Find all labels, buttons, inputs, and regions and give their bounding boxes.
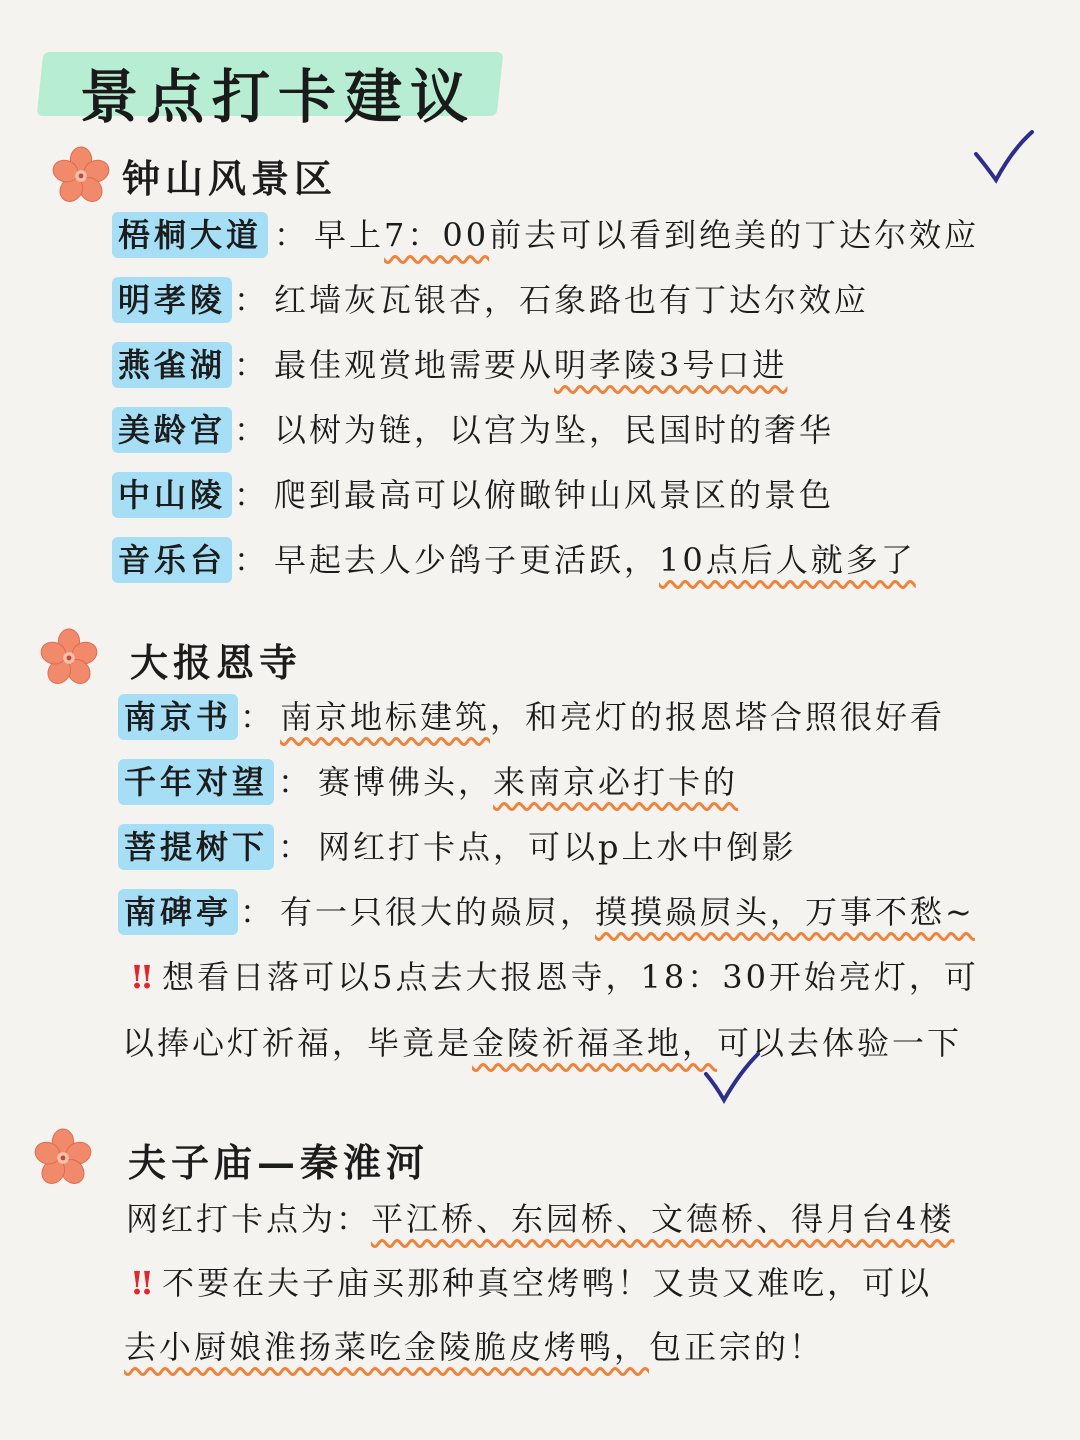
note-line: ‼ 不要在夫子庙买那种真空烤鸭！又贵又难吃，可以 [132,1264,933,1302]
alert-icon: ‼ [132,1264,149,1302]
colon: ： [234,476,267,514]
colon: ： [278,828,311,866]
spot-tag: 中山陵 [112,472,232,518]
spot-tag: 南京书 [118,694,238,740]
spot-desc: 赛博佛头，来南京必打卡的 [318,763,739,801]
note-line: 以捧心灯祈福，毕竟是金陵祈福圣地，可以去体验一下 [122,1024,963,1062]
colon: ： [274,216,307,254]
page-title: 景点打卡建议 [80,63,477,131]
note-line: ‼ 想看日落可以5点去大报恩寺，18：30开始亮灯，可 [132,958,979,996]
section-title: 大报恩寺 [130,640,303,685]
spot-desc: 红墙灰瓦银杏，石象路也有丁达尔效应 [274,281,870,319]
spot-tag: 明孝陵 [112,277,232,323]
spot-tag: 千年对望 [118,759,274,805]
title-banner [40,38,510,131]
colon: ： [234,281,267,319]
note-line: 网红打卡点为：平江桥、东园桥、文德桥、得月台4楼 [126,1200,955,1238]
flower-icon [52,146,110,204]
colon: ： [240,893,273,931]
note-line: 去小厨娘淮扬菜吃金陵脆皮烤鸭，包正宗的！ [124,1328,825,1366]
section-title: 钟山风景区 [122,156,338,201]
alert-icon: ‼ [132,958,149,996]
spot-desc: 以树为链，以宫为坠，民国时的奢华 [274,411,835,449]
spot-desc: 网红打卡点，可以p上水中倒影 [318,828,797,866]
colon: ： [234,411,267,449]
checkmark-icon [972,130,1036,186]
spot-tag: 南碑亭 [118,889,238,935]
section-title: 夫子庙—秦淮河 [128,1140,430,1185]
spot-desc: 早上7：00前去可以看到绝美的丁达尔效应 [314,216,980,254]
spot-tag: 音乐台 [112,537,232,583]
spot-tag: 燕雀湖 [112,342,232,388]
colon: ： [234,346,267,384]
colon: ： [240,698,273,736]
spot-tag: 美龄宫 [112,407,232,453]
colon: ： [278,763,311,801]
spot-tag: 菩提树下 [118,824,274,870]
spot-desc: 南京地标建筑，和亮灯的报恩塔合照很好看 [280,698,946,736]
colon: ： [234,541,267,579]
spot-desc: 有一只很大的赑屃，摸摸赑屃头，万事不愁~ [280,893,975,931]
flower-icon [40,628,98,686]
spot-desc: 爬到最高可以俯瞰钟山风景区的景色 [274,476,835,514]
checkmark-icon [700,1050,764,1106]
spot-desc: 最佳观赏地需要从明孝陵3号口进 [274,346,788,384]
flower-icon [34,1128,92,1186]
spot-desc: 早起去人少鸽子更活跃，10点后人就多了 [274,541,916,579]
spot-tag: 梧桐大道 [112,212,268,258]
